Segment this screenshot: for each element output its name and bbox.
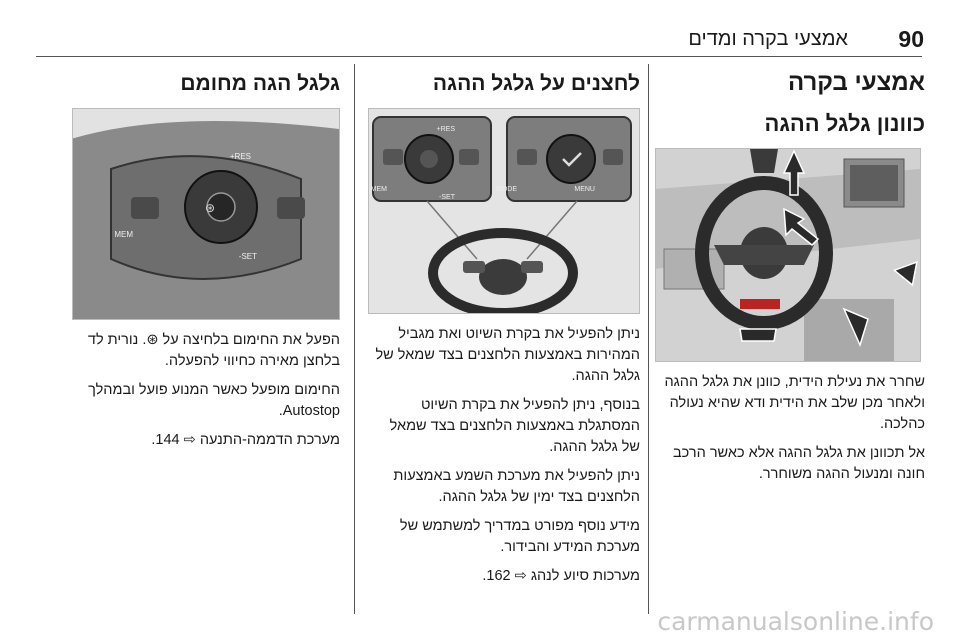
heated-wheel-heading: גלגל הגה מחומם bbox=[180, 72, 340, 95]
page-header-title: אמצעי בקרה ומדים bbox=[688, 28, 848, 50]
header-divider bbox=[36, 56, 922, 57]
left-label-res: RES+ bbox=[229, 152, 251, 161]
heated-paragraph-1: הפעל את החימום בלחיצה על ⊛. נורית לד בלחצן מאירה כחיווי להפעלה. bbox=[87, 332, 340, 369]
buttons-paragraph-1: ניתן להפעיל את בקרת השיוט ואת מגביל המהירות באמצעות הלחצנים בצד שמאל של גלגל ההגה. bbox=[375, 326, 640, 384]
left-label-mem: MEM bbox=[114, 230, 133, 239]
mid-label-menu: MENU bbox=[574, 186, 595, 193]
column-right bbox=[655, 64, 925, 485]
heated-paragraph-2: החימום מופעל כאשר המנוע פועל ובמהלך Autostop. bbox=[88, 382, 340, 419]
steering-paragraph-1: שחרר את נעילת הידית, כוונן את גלגל ההגה ולאחר מכן שלב את הידית ודא שהיא נעולה כהלכה. bbox=[664, 374, 925, 432]
heated-wheel-illustration bbox=[72, 109, 339, 320]
mid-label-res: RES+ bbox=[436, 126, 455, 133]
heated-paragraph-3: מערכת הדממה-התנעה ⇨ 144. bbox=[151, 432, 340, 448]
left-label-set: SET- bbox=[238, 252, 257, 261]
steering-buttons-figure bbox=[368, 108, 640, 314]
buttons-paragraph-3: ניתן להפעיל את מערכת השמע באמצעות הלחצנים בצד ימין של גלגל ההגה. bbox=[393, 468, 640, 505]
left-controls-panel bbox=[370, 117, 491, 201]
steering-buttons-heading: לחצנים על גלגל ההגה bbox=[432, 72, 640, 95]
column-left bbox=[72, 64, 340, 451]
right-controls-panel bbox=[507, 117, 631, 201]
footer-watermark: carmanualsonline.info bbox=[657, 607, 934, 636]
steering-adjustment-figure bbox=[655, 148, 921, 362]
mid-label-set: SET- bbox=[439, 194, 455, 201]
mid-label-mode: MODE bbox=[496, 186, 517, 193]
buttons-paragraph-4: מידע נוסף מפורט במדריך למשתמש של מערכת המידע והבידור. bbox=[399, 518, 640, 555]
section-title: אמצעי בקרה bbox=[787, 69, 925, 96]
buttons-paragraph-5: מערכות סיוע לנהג ⇨ 162. bbox=[482, 568, 640, 584]
column-middle bbox=[368, 64, 640, 587]
buttons-paragraph-2: בנוסף, ניתן להפעיל את בקרת השיוט המסתגלת באמצעות הלחצנים בצד שמאל של גלגל ההגה. bbox=[389, 397, 640, 455]
heat-icon: ⊛ bbox=[204, 201, 215, 215]
mid-label-mem: MEM bbox=[370, 186, 387, 193]
column-divider-right bbox=[648, 64, 649, 614]
page-number: 90 bbox=[898, 26, 924, 52]
heated-wheel-figure bbox=[72, 108, 340, 320]
steering-paragraph-2: אל תכוונן את גלגל ההגה אלא כאשר הרכב חונה ומנעול ההגה משוחרר. bbox=[673, 445, 925, 482]
column-divider-left bbox=[354, 64, 355, 614]
steering-adjustment-illustration bbox=[655, 149, 920, 362]
steering-buttons-illustration bbox=[368, 109, 639, 314]
steering-adjustment-heading: כוונון גלגל ההגה bbox=[764, 111, 925, 136]
